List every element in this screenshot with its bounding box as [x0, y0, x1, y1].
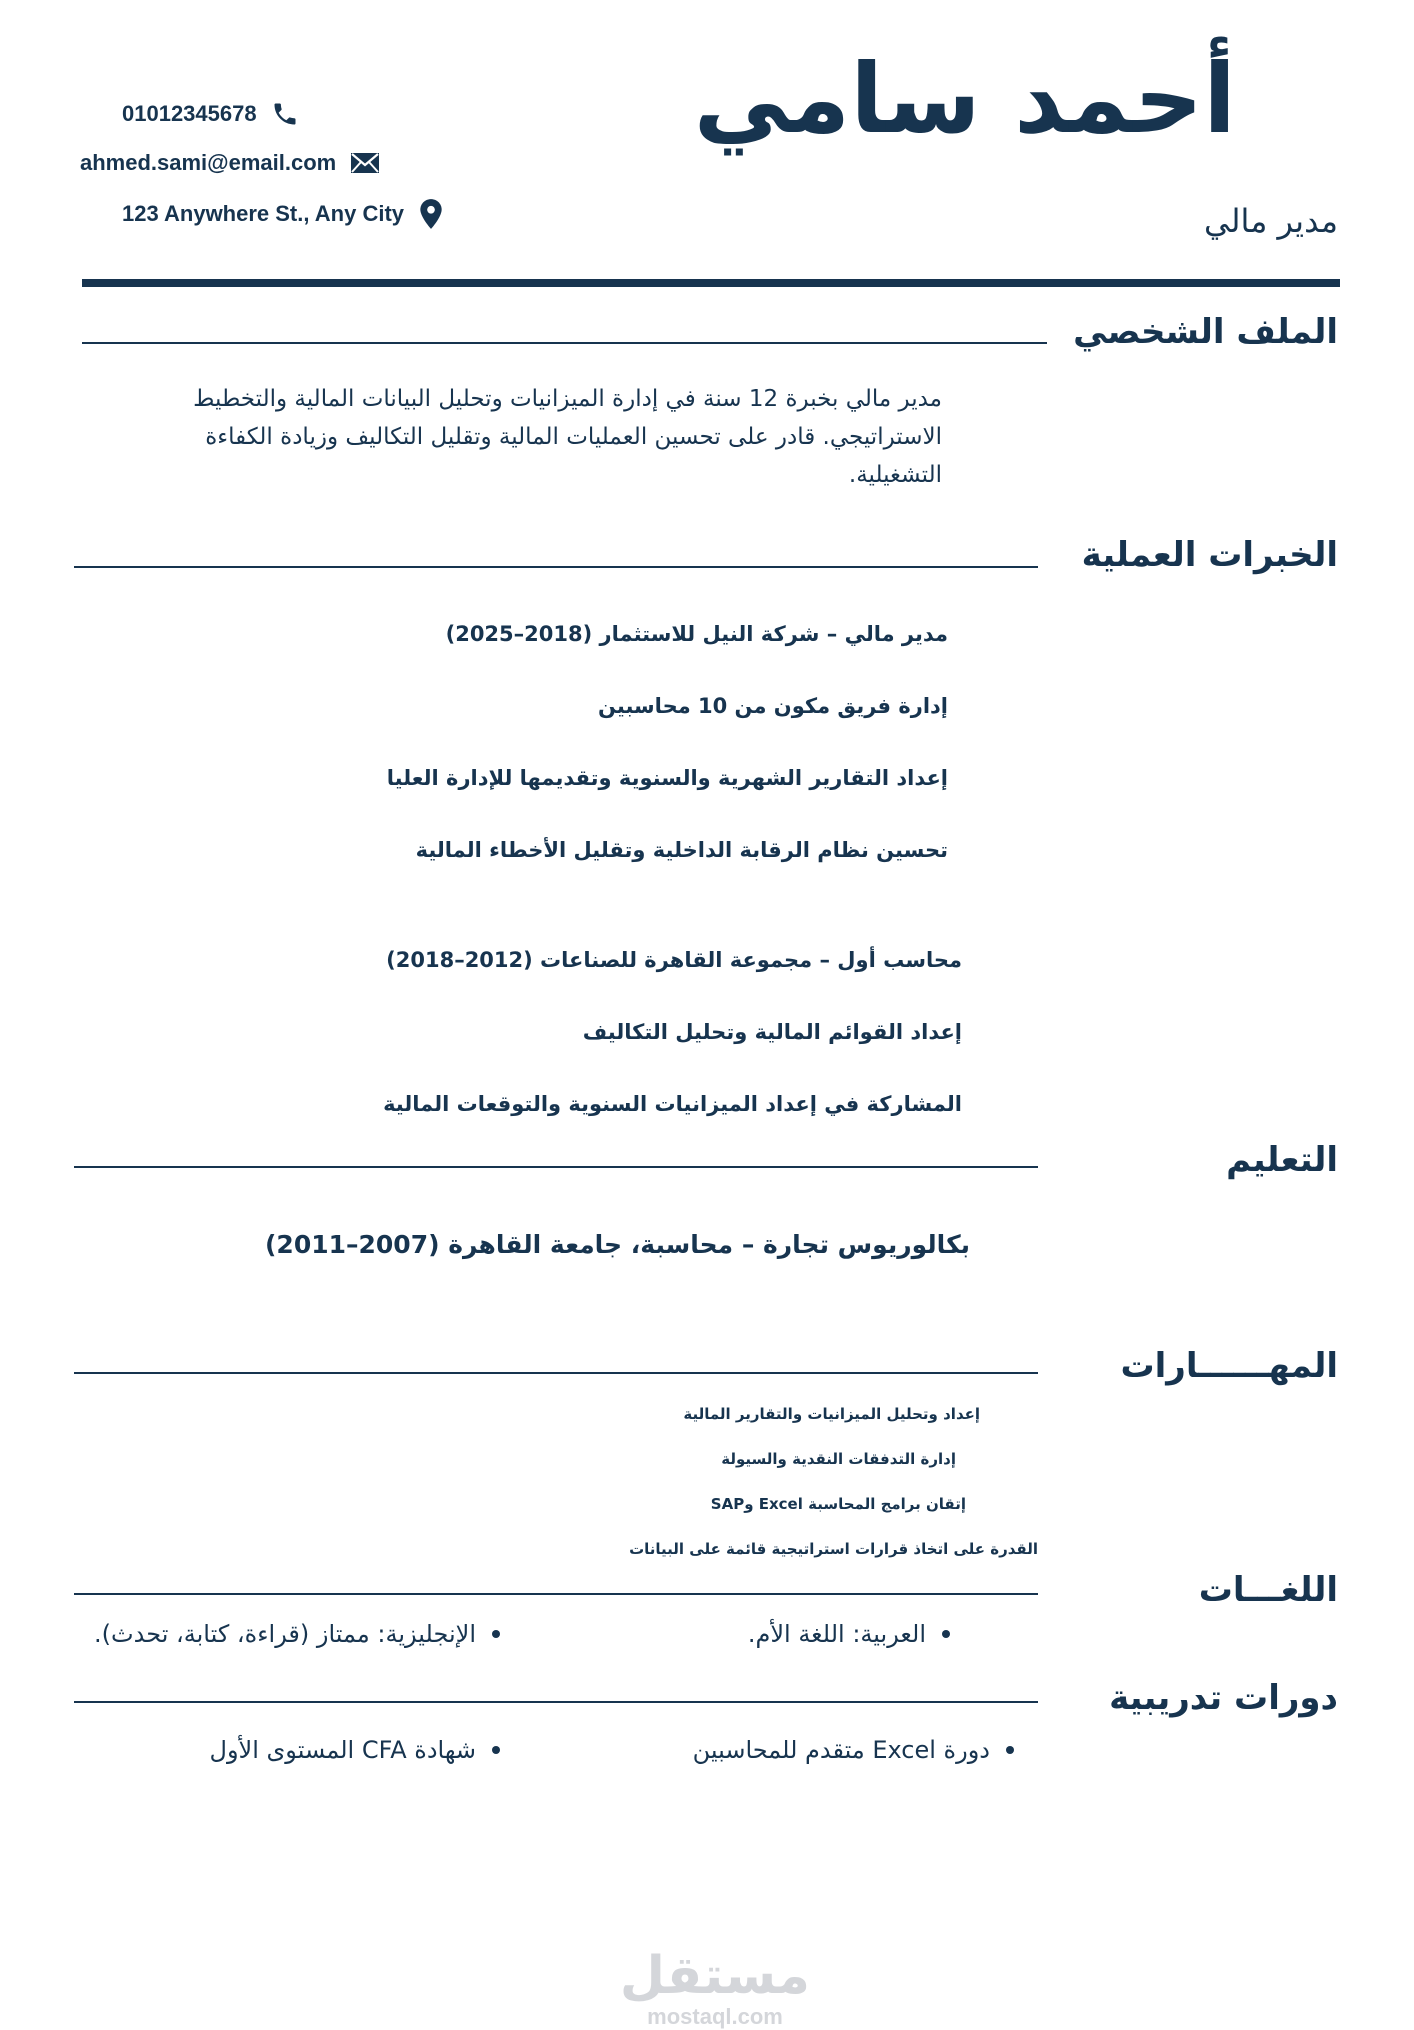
experience-title: الخبرات العملية [1081, 535, 1338, 575]
courses-title: دورات تدريبية [1109, 1678, 1338, 1718]
watermark-latin: mostaql.com [647, 2004, 783, 2029]
job1-item: تحسين نظام الرقابة الداخلية وتقليل الأخطاء المالية [415, 838, 948, 862]
education-divider [74, 1166, 1038, 1168]
profile-title: الملف الشخصي [1073, 312, 1338, 352]
watermark-logo [620, 1948, 810, 2030]
contact-email-row [80, 150, 380, 176]
header-divider [82, 279, 1340, 287]
course-item [693, 1736, 1014, 1764]
profile-text: مدير مالي بخبرة 12 سنة في إدارة الميزانيات وتحليل البيانات المالية والتخطيط الاستراتيجي. قادر على تحسين العمليات المالية وتقليل التكاليف وزيادة الكفاءة التشغيلية. [193, 386, 942, 488]
phone-text: 01012345678 [122, 101, 257, 126]
candidate-name: أحمد سامي [693, 43, 1236, 155]
job2-heading: محاسب أول – مجموعة القاهرة للصناعات (2012–2018) [386, 948, 962, 972]
job1-item: إدارة فريق مكون من 10 محاسبين [597, 694, 948, 718]
job1-heading: مدير مالي – شركة النيل للاستثمار (2018–2025) [445, 622, 948, 646]
language-text: العربية: اللغة الأم. [747, 1620, 926, 1648]
courses-divider [74, 1701, 1038, 1703]
education-title: التعليم [1226, 1140, 1338, 1180]
job1-item: إعداد التقارير الشهرية والسنوية وتقديمها للإدارة العليا [386, 766, 948, 790]
language-item [94, 1620, 500, 1648]
course-text: دورة Excel متقدم للمحاسبين [692, 1736, 990, 1764]
language-item [748, 1620, 950, 1648]
skill-item: إدارة التدفقات النقدية والسيولة [721, 1450, 956, 1468]
languages-title: اللغـــات [1198, 1570, 1338, 1610]
bullet-dot [1006, 1746, 1014, 1754]
languages-divider [74, 1593, 1038, 1595]
skill-item: القدرة على اتخاذ قرارات استراتيجية قائمة على البيانات [629, 1540, 1038, 1558]
bullet-dot [492, 1746, 500, 1754]
skill-item: إتقان برامج المحاسبة Excel وSAP [710, 1495, 966, 1513]
location-pin-icon [418, 198, 444, 230]
bullet-dot [492, 1630, 500, 1638]
language-text: الإنجليزية: ممتاز (قراءة، كتابة، تحدث). [94, 1620, 476, 1648]
skill-item: إعداد وتحليل الميزانيات والتقارير المالية [683, 1405, 980, 1423]
envelope-icon [350, 151, 380, 175]
education-entry: بكالوريوس تجارة – محاسبة، جامعة القاهرة (2007–2011) [264, 1230, 970, 1259]
contact-address-row [122, 198, 444, 230]
bullet-dot [942, 1630, 950, 1638]
skills-divider [74, 1372, 1038, 1374]
profile-divider [82, 342, 1047, 344]
watermark-arabic: مستقل [619, 1946, 810, 2006]
course-item [210, 1736, 501, 1764]
job2-item: المشاركة في إعداد الميزانيات السنوية والتوقعات المالية [383, 1092, 962, 1116]
course-text: شهادة CFA المستوى الأول [209, 1736, 476, 1764]
contact-phone-row [122, 100, 299, 128]
skills-title: المهــــــارات [1120, 1346, 1338, 1386]
email-text: ahmed.sami@email.com [80, 150, 337, 175]
experience-divider [74, 566, 1038, 568]
address-text: 123 Anywhere St., Any City [122, 201, 405, 226]
candidate-role: مدير مالي [1204, 202, 1338, 240]
phone-icon [271, 100, 299, 128]
job2-item: إعداد القوائم المالية وتحليل التكاليف [582, 1020, 962, 1044]
